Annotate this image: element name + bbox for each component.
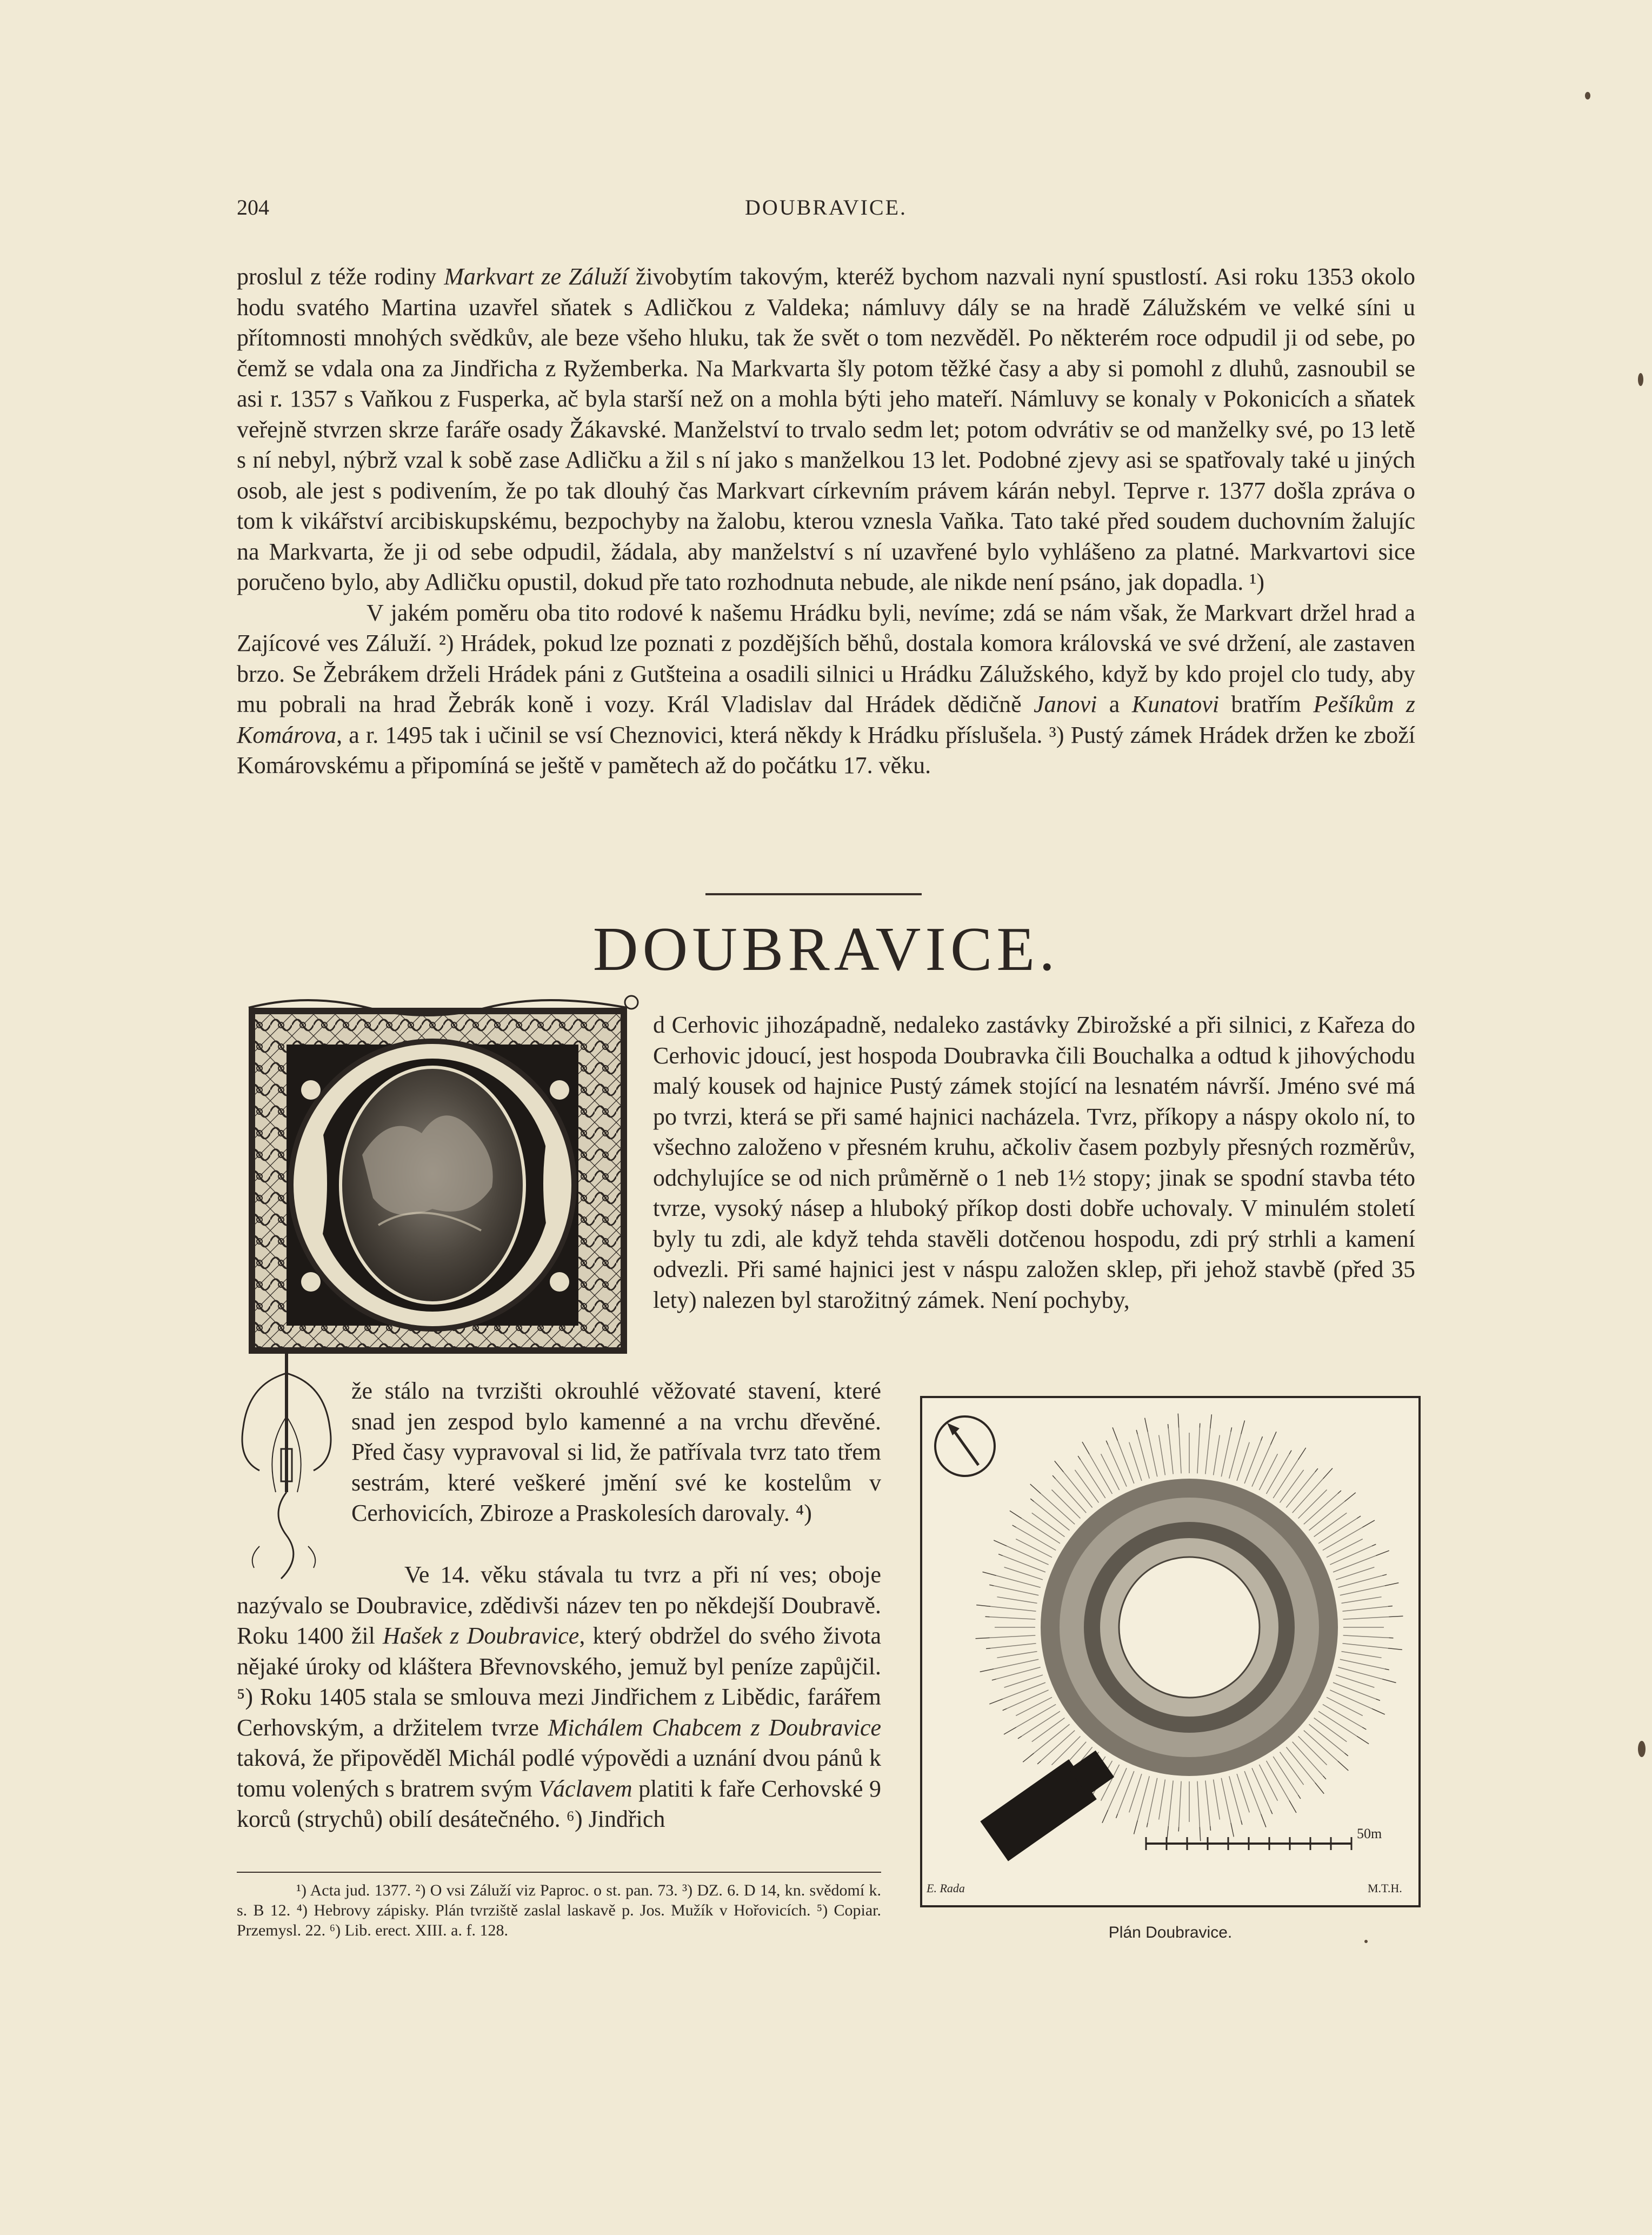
decorated-initial-o: [227, 993, 654, 1360]
italic-name: Janovi: [1034, 691, 1097, 717]
paper-speck: [1638, 373, 1643, 386]
italic-name: Michálem Chabcem z Doubravice: [548, 1714, 882, 1741]
plan-scale-label: 50m: [1357, 1826, 1382, 1841]
italic-name: Pešíkům z Komárova: [237, 691, 1416, 748]
section-paragraph-1: d Cerhovic jihozápadně, nedaleko zastávky Zbirožské a při silnici, z Kařeza do Cerhovic jdoucí, jest hospoda Doubravka čili Bouchalka a odtud k jihovýchodu malý kousek od hajnice Pustý zámek stojící na lesnatém návrší. Jméno své má po tvrzi, která se při samé hajnici nacházela. Tvrz, příkopy a náspy okolo ní, to všechno založeno v přesném kruhu, ačkoliv časem pozbyly přesných rozměrův, odchylujíce se od nich průměrně o 1 neb 1½ stopy; jinak se spodní stavba této tvrze, vysoký násep a hluboký příkop dosti dobře uchovaly. V minulém století byly tu zdi, ale když tehda stavěli dotčenou hospodu, zdi prý strhli a kamení odvezli. Při samé hajnici jest v náspu založen sklep, při jehož stavbě (před 35 lety) nalezen byl starožitný zámek. Není pochyby,: [653, 1012, 1415, 1313]
footnotes-text: ¹) Acta jud. 1377. ²) O vsi Záluží viz Paproc. o st. pan. 73. ³) DZ. 6. D 14, kn. svědomí k. s. B 12. ⁴) Hebrovy zápisky. Plán tvrziště zaslal laskavě p. Jos. Mužík v Hořovicích. ⁵) Copiar. Przemysl. 22. ⁶) Lib. erect. XIII. a. f. 128.: [237, 1881, 881, 1939]
intro-paragraph-1: proslul z téže rodiny Markvart ze Záluží živobytím takovým, kteréž bychom nazvali nyní spustlostí. Asi roku 1353 okolo hodu svatého Martina uzavřel sňatek s Adličkou z Valdeka; námluvy dály se na hradě Zálužském ve velké síni u přítomnosti mnohých svědkův, ale beze všeho hluku, tak že svět o tom nezvěděl. Po některém roce odpudil ji od sebe, po čemž se vdala ona za Jindřicha z Ryžemberka. Na Markvarta šly potom těžké časy a aby si pomohl z dluhů, zasnoubil se asi r. 1357 s Vaňkou z Fusperka, ač byla starší než on a mohla býti jeho mateří. Námluvy se konaly v Pokonicích a sňatek veřejně stvrzen skrze faráře osady Žákavské. Manželství to trvalo sedm let; potom odvrátiv se od manželky své, po 13 letě s ní nebyl, nýbrž vzal k sobě zase Adličku a žil s ní jako s manželkou 13 let. Podobné zjevy asi se spatřovaly také u jiných osob, ale jest s podivením, že po tak dlouhý čas Markvart církevním právem kárán nebyl. Teprve r. 1377 došla zpráva o tom k vikářství arcibiskupskému, bezpochyby na žalobu, kterou vznesla Vaňka. Tato také před soudem duchovním žalujíc na Markvarta, že ji od sebe odpudil, žádala, aby manželství s ní uzavřené bylo vyhlášeno za platné. Markvartovi sice poručeno bylo, aby Adličku opustil, dokud pře tato rozhodnuta nebude, ale nikde není psáno, jak dopadla. ¹): [237, 263, 1415, 595]
page-number: 204: [237, 195, 269, 219]
section-paragraph-2: že stálo na tvrzišti okrouhlé věžovaté stavení, které snad jen zespod bylo kamenné a na vrchu dřevěné. Před časy vypravoval si lid, že patřívala tvrz tato třem sestrám, které veškeré jmění své ke kostelům v Cerhovicích, Zbiroze a Praskolesích darovaly. ⁴): [351, 1378, 881, 1526]
intro-paragraph-2: V jakém poměru oba tito rodové k našemu Hrádku byli, nevíme; zdá se nám však, že Markvart držel hrad a Zajícové ves Záluží. ²) Hrádek, pokud lze poznati z pozdějších běhů, dostala komora královská ve své držení, ale zastaven brzo. Se Žebrákem drželi Hrádek páni z Gutšteina a osadili silnici u Hrádku Zálužského, když by kdo projel clo tudy, aby mu pobrali na hrad Žebrák koně i vozy. Král Vladislav dal Hrádek dědičně Janovi a Kunatovi bratřím Pešíkům z Komárova, a r. 1495 tak i učinil se vsí Cheznovici, která někdy k Hrádku příslušela. ³) Pustý zámek Hrádek držen ke zboží Komárovskému a připomíná se ještě v pamětech až do počátku 17. věku.: [237, 599, 1416, 779]
section-text-continued: [351, 1376, 881, 1529]
italic-name: Markvart ze Záluží: [444, 263, 628, 290]
italic-name: Hašek z Doubravice: [383, 1622, 579, 1649]
paper-speck: [1638, 1741, 1646, 1757]
italic-name: Václavem: [538, 1775, 632, 1802]
plan-signature-left: E. Rada: [927, 1881, 965, 1895]
footnotes: [237, 1880, 881, 1940]
plan-of-doubravice: [919, 1395, 1422, 1908]
section-divider: [705, 893, 922, 895]
section-text-right-of-initial: [653, 1010, 1415, 1315]
italic-name: Kunatovi: [1131, 691, 1220, 717]
plan-caption: Plán Doubravice.: [1108, 1924, 1233, 1941]
intro-text: [237, 262, 1415, 781]
paper-speck: [1585, 92, 1590, 99]
plan-fort-court: [1119, 1557, 1260, 1698]
running-title: DOUBRAVICE.: [744, 195, 908, 219]
footnote-divider: [237, 1872, 881, 1873]
plan-signature-right: M.T.H.: [1368, 1881, 1402, 1895]
section-title: DOUBRAVICE.: [592, 915, 1060, 984]
section-text-history: [237, 1560, 881, 1835]
section-paragraph-3: Ve 14. věku stávala tu tvrz a při ní ves; oboje nazývalo se Doubravice, zdědivši název ten po někdejší Doubravě. Roku 1400 žil Hašek z Doubravice, který obdržel do svého života nějaké úroky od kláštera Břevnovského, jemuž byl peníze zapůjčil. ⁵) Roku 1405 stala se smlouva mezi Jindřichem z Libědic, farářem Cerhovským, a držitelem tvrze Michálem Chabcem z Doubravice taková, že připověděl Michál podlé výpovědi a uznání dvou pánů k tomu volených s bratrem svým Václavem platiti k faře Cerhovské 9 korců (strychů) obilí desátečného. ⁶) Jindřich: [237, 1561, 882, 1832]
